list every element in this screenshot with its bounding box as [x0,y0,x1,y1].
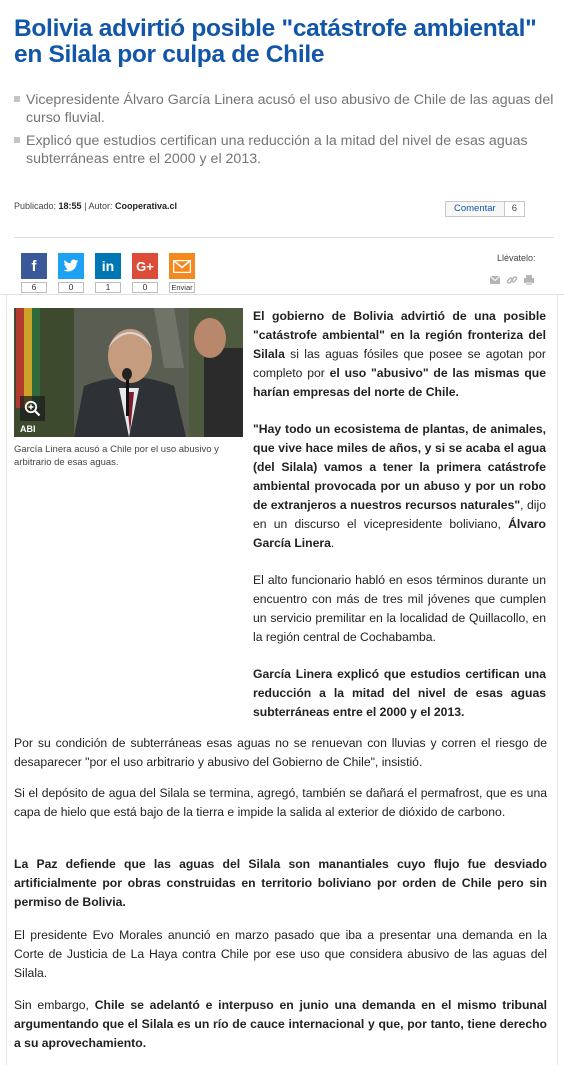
bajada-item [14,92,554,127]
print-icon[interactable] [523,273,535,285]
paragraph: El alto funcionario habló en esos términos durante un encuentro con más de tres mil jóvenes que cumplen un servicio premilitar en la localidad de Quillacollo, en la región central de Cochabamba. [253,573,546,644]
article-body-top [253,307,546,740]
zoom-icon [24,400,41,417]
share-linkedin [95,253,132,293]
paragraph: "Hay todo un ecosistema de plantas, de animales, que vive hace miles de años, y si se acaba el agua (del Silala) vamos a tener la primera catástrofe ambiental provocada por un abuso y por un robo de extranjeros a nuestros recursos naturales", dijo en un discurso el vicepresidente boliviano, Álvaro García Linera. [253,422,546,550]
paragraph: Si el depósito de agua del Silala se termina, agregó, también se dañará el permafrost, que es una capa de hielo que está bajo de la tierra e impide la salida al exterior de dióxido de carbono. [14,786,547,819]
bullet-square-icon [14,137,20,143]
share-googleplus [132,253,169,293]
article-meta [14,201,177,211]
bajada-text: Vicepresidente Álvaro García Linera acusó el uso abusivo de Chile de las aguas del curso fluvial. [26,92,554,126]
share-facebook [21,253,58,293]
facebook-count: 6 [21,282,47,293]
published-time: 18:55 [58,201,82,211]
comment-count: 6 [505,201,525,217]
paragraph: Por su condición de subterráneas esas aguas no se renuevan con lluvias y corren el riesgo de desaparecer "por el uso arbitrario y abusivo del Gobierno de Chile", insistió. [14,736,547,769]
photo-caption: García Linera acusó a Chile por el uso abusivo y arbitrario de esas aguas. [14,444,219,468]
linkedin-count: 1 [95,282,121,293]
comment-widget [445,201,525,217]
email-send-label[interactable]: Enviar [169,282,195,293]
linkedin-icon[interactable]: in [95,253,121,279]
share-email [169,253,206,293]
link-icon[interactable] [506,273,518,285]
googleplus-count: 0 [132,282,158,293]
bajada-text: Explicó que estudios certifican una reducción a la mitad del nivel de esas aguas subterráneas entre el 2000 y el 2013. [26,133,528,167]
bullet-square-icon [14,96,20,102]
facebook-icon[interactable]: f [21,253,47,279]
share-twitter [58,253,95,293]
left-border [6,295,7,1065]
photo-illustration [14,308,243,437]
article-photo[interactable] [14,308,243,437]
paragraph-bold: García Linera explicó que estudios certifican una reducción a la mitad del nivel de esas aguas subterráneas entre el 2000 y el 2013. [253,667,546,719]
meta-separator: | [84,201,87,211]
comment-button[interactable]: Comentar [445,201,505,217]
twitter-icon[interactable] [58,253,84,279]
paragraph: El gobierno de Bolivia advirtió de una posible "catástrofe ambiental" en la región fronteriza del Silala si las aguas fósiles que posee se agotan por completo por el uso "abusivo" de las mismas que harían empresas del norte de Chile. [253,309,546,399]
paragraph: El presidente Evo Morales anunció en marzo pasado que iba a presentar una demanda en la Corte de Justicia de La Haya contra Chile por ese uso que considera abusivo de las aguas del Silala. [14,928,547,980]
author-label: Autor: [88,201,113,211]
article-tools [489,273,535,285]
zoom-button[interactable] [20,396,45,421]
bajadas [14,92,554,174]
twitter-count: 0 [58,282,84,293]
published-label: Publicado: [14,201,57,211]
googleplus-icon[interactable]: G+ [132,253,158,279]
bajada-item [14,133,554,168]
llevatelo-label: Llévatelo: [497,253,536,263]
headline: Bolivia advirtió posible "catástrofe ambiental" en Silala por culpa de Chile [14,15,537,68]
divider [14,237,554,238]
send-icon[interactable] [489,273,501,285]
paragraph: Sin embargo, Chile se adelantó e interpuso en junio una demanda en el mismo tribunal argumentando que el Silala es un río de cauce internacional y que, por tanto, tiene derecho a su aprovechamiento. [14,998,547,1050]
share-bar [21,253,206,293]
email-icon[interactable] [169,253,195,279]
divider [0,294,564,295]
photo-credit: ABI [20,424,36,434]
right-border [557,295,558,1065]
paragraph-bold: La Paz defiende que las aguas del Silala son manantiales cuyo flujo fue desviado artificialmente por obras construidas en territorio boliviano por orden de Chile pero sin permiso de Bolivia. [14,857,547,909]
author-name[interactable]: Cooperativa.cl [114,201,178,211]
